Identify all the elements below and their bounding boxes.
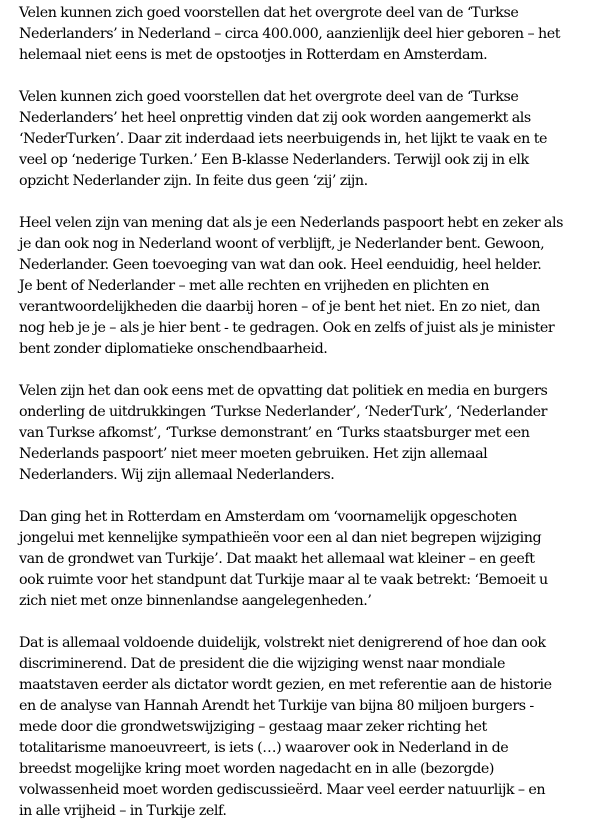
- paragraph-line: veel op ‘nederige Turken.’ Een B-klasse Nederlanders. Terwijl ook zij in elk: [19, 152, 529, 168]
- paragraph-line: mede door die grondwetswijziging – gestaag maar zeker richting het: [19, 719, 487, 735]
- paragraph-5: [19, 507, 591, 612]
- paragraph-line: discriminerend. Dat de president die die wijziging wenst naar mondiale: [19, 656, 505, 672]
- paragraph-line: van Turkse afkomst’, ‘Turkse demonstrant’ en ‘Turks staatsburger met een: [19, 425, 530, 441]
- paragraph-1: [19, 3, 591, 66]
- paragraph-line: Heel velen zijn van mening dat als je een Nederlands paspoort hebt en zeker als: [19, 215, 563, 231]
- paragraph-line: Nederlands paspoort’ niet meer moeten gebruiken. Het zijn allemaal: [19, 446, 488, 462]
- paragraph-line: volwassenheid moet worden gediscussieërd. Maar veel eerder natuurlijk – en: [19, 782, 546, 798]
- paragraph-line: onderling de uitdrukkingen ‘Turkse Nederlander’, ‘NederTurk’, ‘Nederlander: [19, 404, 548, 420]
- paragraph-line: Velen kunnen zich goed voorstellen dat het overgrote deel van de ‘Turkse: [19, 89, 519, 105]
- paragraph-line: Je bent of Nederlander – met alle rechten en vrijheden en plichten en: [19, 278, 490, 294]
- paragraph-line: Nederlander. Geen toevoeging van wat dan ook. Heel eenduidig, heel helder.: [19, 257, 542, 273]
- paragraph-line: totalitarisme manoeuvreert, is iets (…) waarover ook in Nederland in de: [19, 740, 509, 756]
- paragraph-line: in alle vrijheid – in Turkije zelf.: [19, 803, 227, 819]
- paragraph-line: van de grondwet van Turkije’. Dat maakt het allemaal wat kleiner – en geeft: [19, 551, 535, 567]
- paragraph-4: [19, 381, 591, 486]
- paragraph-line: en de analyse van Hannah Arendt het Turkije van bijna 80 miljoen burgers -: [19, 698, 534, 714]
- paragraph-line: opzicht Nederlander zijn. In feite dus geen ‘zij’ zijn.: [19, 173, 368, 189]
- paragraph-line: Nederlanders’ het heel onprettig vinden dat zij ook worden aangemerkt als: [19, 110, 531, 126]
- paragraph-3: [19, 213, 591, 360]
- paragraph-line: verantwoordelijkheden die daarbij horen – of je bent het niet. En zo niet, dan: [19, 299, 540, 315]
- paragraph-line: Velen kunnen zich goed voorstellen dat het overgrote deel van de ‘Turkse: [19, 5, 519, 21]
- paragraph-line: breedst mogelijke kring moet worden nagedacht en in alle (bezorgde): [19, 761, 495, 777]
- paragraph-6: [19, 633, 591, 822]
- paragraph-line: zich niet met onze binnenlandse aangelegenheden.’: [19, 593, 372, 609]
- paragraph-line: maatstaven eerder als dictator wordt gezien, en met referentie aan de historie: [19, 677, 552, 693]
- paragraph-line: Dan ging het in Rotterdam en Amsterdam om ‘voornamelijk opgeschoten: [19, 509, 517, 525]
- paragraph-line: nog heb je je – als je hier bent - te gedragen. Ook en zelfs of juist als je minister: [19, 320, 555, 336]
- paragraph-line: Nederlanders. Wij zijn allemaal Nederlanders.: [19, 467, 335, 483]
- paragraph-line: Nederlanders’ in Nederland – circa 400.000, aanzienlijk deel hier geboren – het: [19, 26, 561, 42]
- paragraph-line: Dat is allemaal voldoende duidelijk, volstrekt niet denigrerend of hoe dan ook: [19, 635, 546, 651]
- paragraph-2: [19, 87, 591, 192]
- paragraph-line: jongelui met kennelijke sympathieën voor een al dan niet begrepen wijziging: [19, 530, 542, 546]
- paragraph-line: ook ruimte voor het standpunt dat Turkije maar al te vaak betrekt: ‘Bemoeit u: [19, 572, 548, 588]
- paragraph-line: helemaal niet eens is met de opstootjes in Rotterdam en Amsterdam.: [19, 47, 488, 63]
- paragraph-line: ‘NederTurken’. Daar zit inderdaad iets neerbuigends in, het lijkt te vaak en te: [19, 131, 548, 147]
- paragraph-line: je dan ook nog in Nederland woont of verblijft, je Nederlander bent. Gewoon,: [19, 236, 545, 252]
- paragraph-line: bent zonder diplomatieke onschendbaarheid.: [19, 341, 328, 357]
- paragraph-line: Velen zijn het dan ook eens met de opvatting dat politiek en media en burgers: [19, 383, 548, 399]
